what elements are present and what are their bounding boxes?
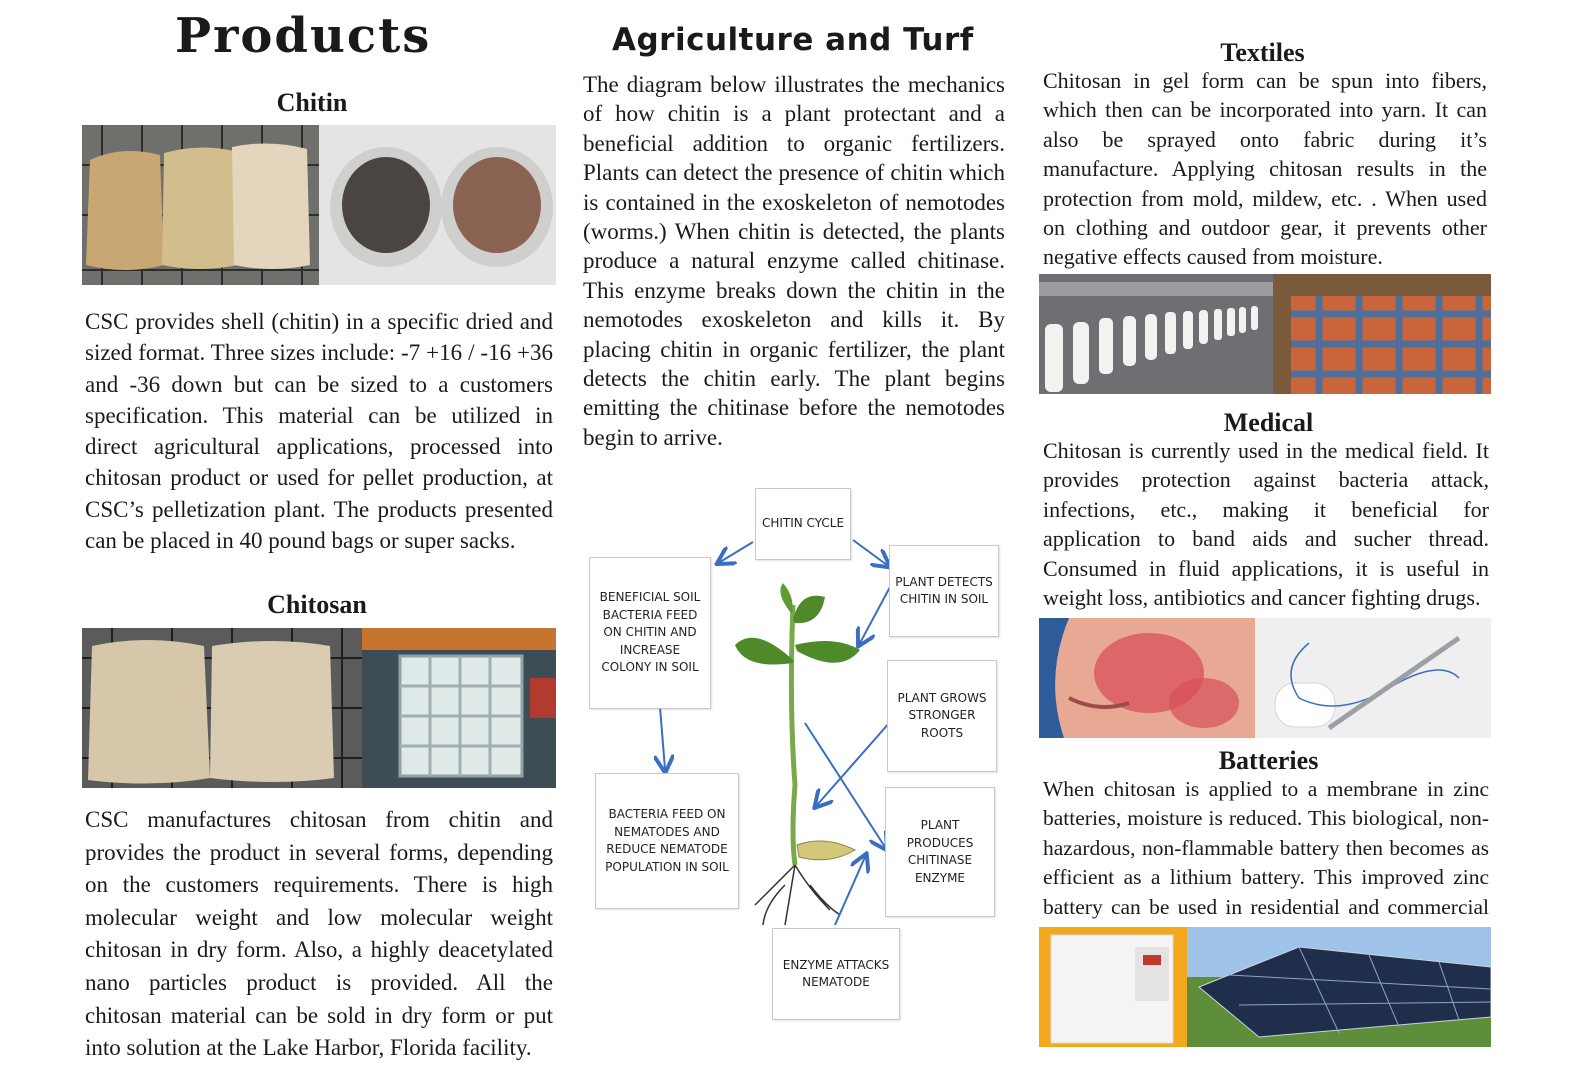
diagram-plant-grows-box: PLANT GROWS STRONGER ROOTS	[887, 660, 997, 772]
batteries-description: When chitosan is applied to a membrane in zinc batteries, moisture is reduced. This biological, non-hazardous, non-flammable battery then becomes as efficient as a lithium battery. This improved zinc battery can be used in residential and commercial	[1043, 777, 1489, 919]
plant-illustration	[735, 583, 860, 925]
textiles-photo	[1039, 274, 1491, 394]
chitosan-photo	[82, 628, 556, 788]
chitin-cycle-diagram	[585, 485, 1005, 1025]
diagram-plant-produces-box: PLANT PRODUCES CHITINASE ENZYME	[885, 787, 995, 917]
agriculture-description: The diagram below illustrates the mechanics of how chitin is a plant protectant and a beneficial addition to organic fertilizers. Plants can detect the presence of chitin which is contained in the exoskeleton of nemotodes (worms.) When chitin is detected, the plants produce a natural enzyme called chitinase. This enzyme breaks down the chitin in the nemotodes exoskeleton and kills it. By placing chitin in organic fertilizer, the plant detects the chitin early. The plant begins emitting the chitinase before the nemotodes begin to arrive.	[583, 72, 1005, 450]
diagram-bacteria-feed-box: BACTERIA FEED ON NEMATODES AND REDUCE NEMATODE POPULATION IN SOIL	[595, 773, 739, 909]
textiles-heading: Textiles	[1220, 38, 1305, 67]
batteries-photo	[1039, 927, 1491, 1047]
chitin-description: CSC provides shell (chitin) in a specific dried and sized format. Three sizes include: -7 +16 / -16 +36 and -36 down but can be sized to a customers specification. This material can be utilized in direct agricultural applications, processed into chitosan product or used for pellet production, at CSC’s pelletization plant. The products presented can be placed in 40 pound bags or super sacks.	[85, 309, 553, 554]
diagram-enzyme-attacks-box: ENZYME ATTACKS NEMATODE	[772, 928, 900, 1020]
medical-photo	[1039, 618, 1491, 738]
batteries-heading: Batteries	[1218, 746, 1319, 775]
chitosan-heading: Chitosan	[267, 590, 367, 619]
diagram-beneficial-bacteria-box: BENEFICIAL SOIL BACTERIA FEED ON CHITIN AND INCREASE COLONY IN SOIL	[589, 557, 711, 709]
agriculture-title: Agriculture and Turf	[612, 22, 974, 58]
products-title: Products	[175, 8, 432, 64]
chitin-photo	[82, 125, 556, 285]
diagram-chitin-cycle-box: CHITIN CYCLE	[755, 488, 851, 560]
chitosan-description: CSC manufactures chitosan from chitin and provides the product in several forms, depending on the customers requirements. There is high molecular weight and low molecular weight chitosan in dry form. Also, a highly deacetylated nano particles product is provided. All the chitosan material can be sold in dry form or put into solution at the Lake Harbor, Florida facility.	[85, 807, 553, 1061]
diagram-plant-detects-box: PLANT DETECTS CHITIN IN SOIL	[889, 545, 999, 637]
textiles-description: Chitosan in gel form can be spun into fibers, which then can be incorporated into yarn. It can also be sprayed onto fabric during it’s manufacture. Applying chitosan results in the protection from mold, mildew, etc. . When used on clothing and outdoor gear, it prevents other negative effects caused from moisture.	[1043, 68, 1487, 270]
medical-heading: Medical	[1223, 408, 1314, 437]
chitin-heading: Chitin	[276, 88, 348, 117]
medical-description: Chitosan is currently used in the medical field. It provides protection against bacteria attack, infections, etc., making it beneficial for application to band aids and sucher thread. Consumed in fluid applications, it is useful in weight loss, antibiotics and cancer fighting drugs.	[1043, 438, 1489, 611]
